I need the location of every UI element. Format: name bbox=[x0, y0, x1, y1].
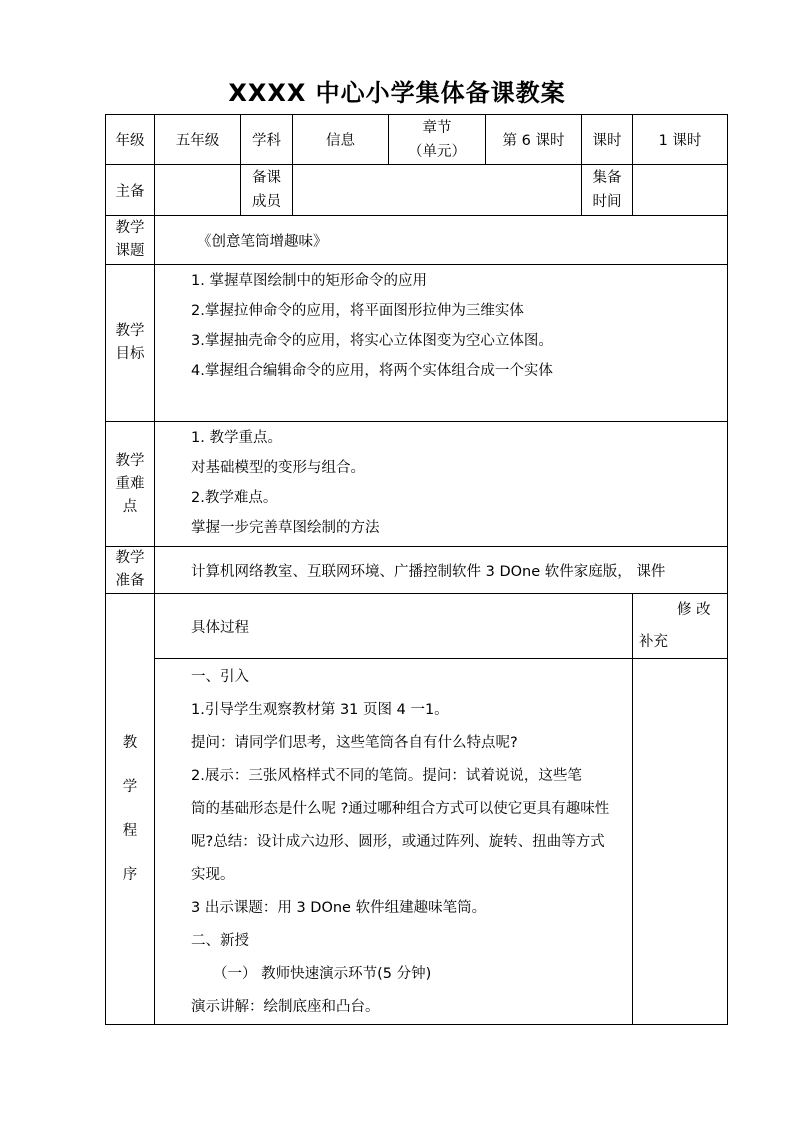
page-title: XXXX 中心小学集体备课教案 bbox=[228, 79, 566, 107]
key-points-label-line-1: 教学 bbox=[115, 452, 145, 469]
topic-row bbox=[106, 216, 728, 265]
procedure-content bbox=[155, 659, 633, 1025]
chapter-sub-label: （单元） bbox=[408, 143, 466, 160]
preparer-row bbox=[106, 165, 728, 216]
hours-value: 1 课时 bbox=[633, 115, 728, 165]
procedure-header-row bbox=[106, 594, 728, 659]
procedure-line: 提问：请同学们思考，这些笔筒各自有什么特点呢? bbox=[191, 735, 518, 751]
grade-label: 年级 bbox=[106, 115, 155, 165]
key-points-content bbox=[155, 422, 728, 547]
procedure-line: 一、引入 bbox=[191, 669, 249, 685]
procedure-label-char: 序 bbox=[122, 867, 138, 883]
goal-item: 1. 掌握草图绘制中的矩形命令的应用 bbox=[191, 273, 427, 289]
goals-content bbox=[155, 265, 728, 422]
procedure-line: 演示讲解：绘制底座和凸台。 bbox=[191, 999, 380, 1015]
key-points-label-line-2: 重难 bbox=[115, 475, 145, 492]
procedure-line: 筒的基础形态是什么呢 ?通过哪种组合方式可以使它更具有趣味性 bbox=[191, 801, 610, 817]
topic-label bbox=[106, 216, 155, 265]
procedure-label-char: 学 bbox=[122, 779, 138, 795]
procedure-line: 呢?总结：设计成六边形、圆形，或通过阵列、旋转、扭曲等方式 bbox=[191, 834, 605, 850]
goals-label bbox=[106, 265, 155, 422]
header-row bbox=[106, 115, 728, 165]
revise-label-line-1: 修 改 bbox=[677, 602, 711, 618]
grade-value: 五年级 bbox=[155, 115, 241, 165]
chapter-label: 章节 bbox=[422, 119, 452, 136]
prep-row bbox=[106, 547, 728, 594]
members-value bbox=[293, 165, 582, 216]
lead-label: 主备 bbox=[106, 165, 155, 216]
members-label bbox=[241, 165, 293, 216]
key-point-item: 2.教学难点。 bbox=[191, 490, 278, 506]
lesson-plan-table bbox=[105, 114, 728, 1025]
subject-label: 学科 bbox=[241, 115, 293, 165]
prep-label-line-2: 准备 bbox=[115, 573, 145, 589]
key-point-item: 掌握一步完善草图绘制的方法 bbox=[191, 520, 380, 536]
revise-label-line-2: 补充 bbox=[639, 634, 668, 650]
procedure-label bbox=[106, 594, 155, 1025]
procedure-line: （一） 教师快速演示环节(5 分钟) bbox=[213, 966, 432, 982]
revise-header bbox=[633, 594, 728, 659]
key-points-row bbox=[106, 422, 728, 547]
chapter-label-cell bbox=[389, 115, 486, 165]
time-label-line-2: 时间 bbox=[592, 194, 622, 210]
time-label-line-1: 集备 bbox=[592, 170, 622, 186]
key-point-item: 1. 教学重点。 bbox=[191, 430, 282, 446]
prep-label bbox=[106, 547, 155, 594]
prep-label-line-1: 教学 bbox=[115, 550, 145, 566]
subject-value: 信息 bbox=[293, 115, 389, 165]
topic-value: 《创意笔筒增趣味》 bbox=[155, 216, 728, 265]
goals-label-line-2: 目标 bbox=[115, 346, 145, 362]
procedure-line: 2.展示：三张风格样式不同的笔筒。提问：试着说说，这些笔 bbox=[191, 768, 582, 784]
goal-item: 4.掌握组合编辑命令的应用，将两个实体组合成一个实体 bbox=[191, 363, 553, 379]
lead-value bbox=[155, 165, 241, 216]
procedure-header: 具体过程 bbox=[155, 594, 633, 659]
time-value bbox=[633, 165, 728, 216]
procedure-line: 1.引导学生观察教材第 31 页图 4 一1。 bbox=[191, 702, 449, 718]
goals-label-line-1: 教学 bbox=[115, 323, 145, 339]
topic-label-line-2: 课题 bbox=[115, 243, 145, 259]
members-label-line-2: 成员 bbox=[252, 194, 281, 210]
procedure-line: 3 出示课题：用 3 DOne 软件组建趣味笔筒。 bbox=[191, 900, 487, 916]
lesson-value: 第 6 课时 bbox=[486, 115, 582, 165]
members-label-line-1: 备课 bbox=[252, 170, 281, 186]
key-points-label-line-3: 点 bbox=[122, 498, 138, 515]
key-point-item: 对基础模型的变形与组合。 bbox=[191, 460, 365, 476]
procedure-line: 实现。 bbox=[191, 867, 235, 883]
procedure-content-row bbox=[106, 659, 728, 1025]
time-label bbox=[582, 165, 633, 216]
goals-row bbox=[106, 265, 728, 422]
procedure-label-char: 程 bbox=[122, 823, 138, 839]
hours-label: 课时 bbox=[582, 115, 633, 165]
goal-item: 3.掌握抽壳命令的应用，将实心立体图变为空心立体图。 bbox=[191, 333, 553, 349]
procedure-line: 二、新授 bbox=[191, 933, 249, 949]
revise-content bbox=[633, 659, 728, 1025]
key-points-label bbox=[106, 422, 155, 547]
procedure-label-char: 教 bbox=[122, 735, 138, 751]
goal-item: 2.掌握拉伸命令的应用，将平面图形拉伸为三维实体 bbox=[191, 303, 524, 319]
topic-label-line-1: 教学 bbox=[115, 220, 145, 236]
prep-value: 计算机网络教室、互联网环境、广播控制软件 3 DOne 软件家庭版， 课件 bbox=[155, 547, 728, 594]
